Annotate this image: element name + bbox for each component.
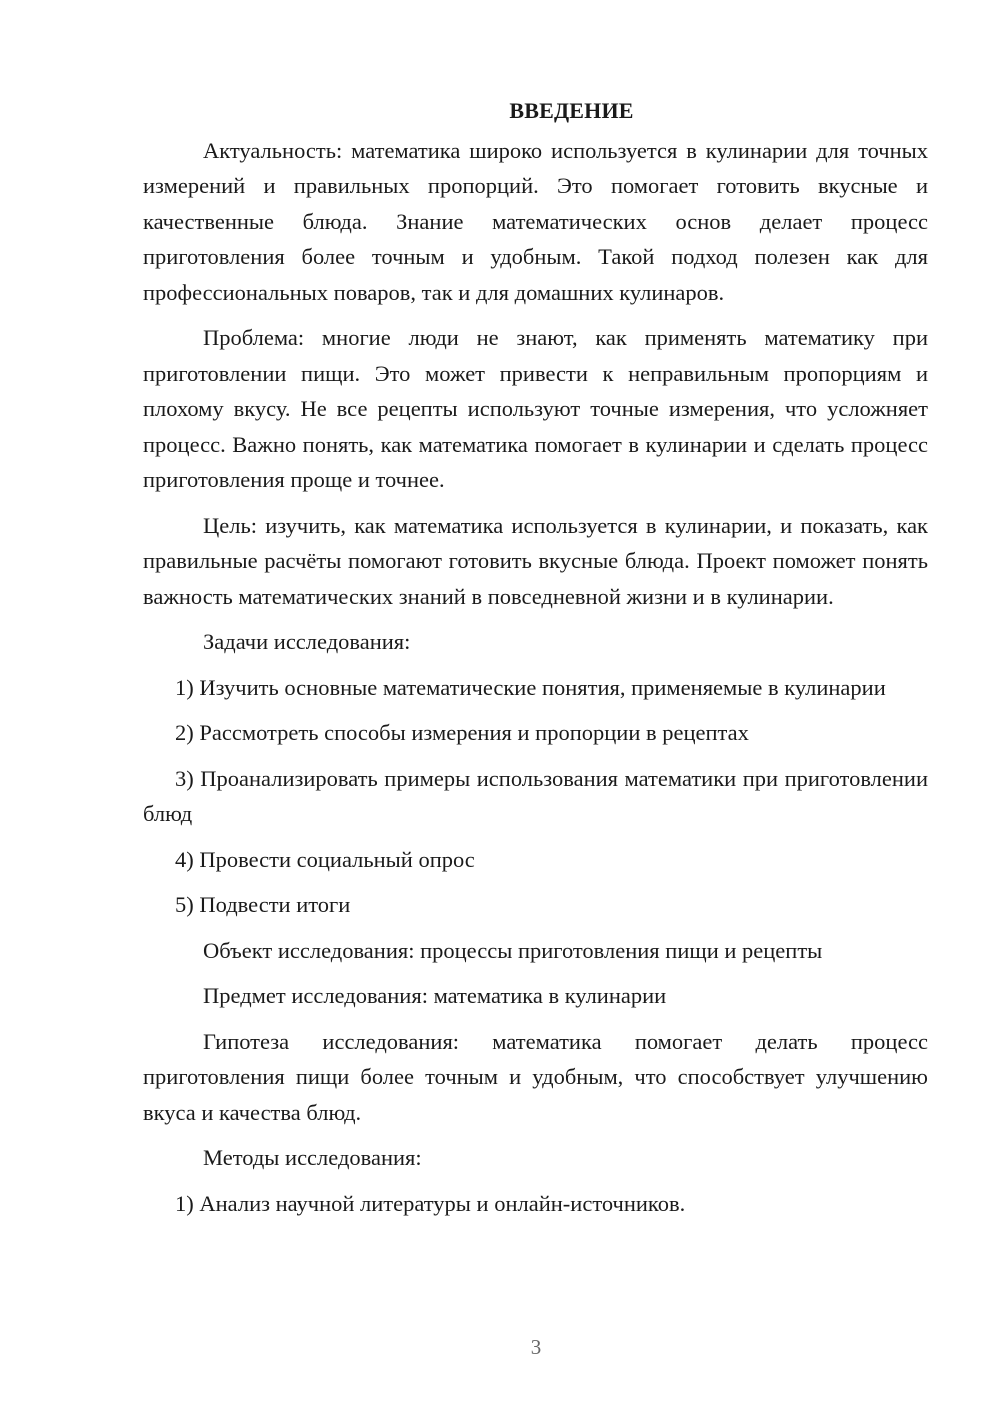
method-item: 1) Анализ научной литературы и онлайн-источников.	[175, 1190, 686, 1216]
goal-paragraph: Цель: изучить, как математика используется в кулинарии, и показать, как правильные расчёты помогают готовить вкусные блюда. Проект поможет понять важность математических знаний в повседневной жизни и в кулинарии.	[143, 512, 928, 609]
methods-heading: Методы исследования:	[203, 1145, 422, 1170]
task-item: 5) Подвести итоги	[175, 892, 351, 917]
relevance-paragraph: Актуальность: математика широко используется в кулинарии для точных измерений и правильных пропорций. Это помогает готовить вкусные и качественные блюда. Знание математических основ делает процесс приготовления более точным и удобным. Такой подход полезен как для профессиональных поваров, так и для домашних кулинаров.	[143, 137, 928, 305]
problem-paragraph: Проблема: многие люди не знают, как применять математику при приготовлении пищи. Это может привести к неправильным пропорциям и плохому вкусу. Не все рецепты используют точные измерения, что усложняет процесс. Важно понять, как математика помогает в кулинарии и сделать процесс приготовления проще и точнее.	[143, 325, 928, 492]
page-number: 3	[530, 1335, 542, 1359]
section-heading: ВВЕДЕНИЕ	[509, 98, 634, 123]
object-paragraph: Объект исследования: процессы приготовления пищи и рецепты	[203, 937, 823, 963]
hypothesis-paragraph: Гипотеза исследования: математика помогает делать процесс приготовления пищи более точным и удобным, что способствует улучшению вкуса и качества блюд.	[143, 1028, 928, 1125]
task-item: 1) Изучить основные математические понятия, применяемые в кулинарии	[175, 674, 886, 700]
task-item: 4) Провести социальный опрос	[175, 846, 475, 872]
task-item: 2) Рассмотреть способы измерения и пропорции в рецептах	[175, 720, 749, 745]
task-item: 3) Проанализировать примеры использования математики при приготовлении блюд	[143, 765, 928, 826]
page-content	[143, 93, 928, 1231]
subject-paragraph: Предмет исследования: математика в кулинарии	[203, 983, 667, 1008]
tasks-heading: Задачи исследования:	[203, 629, 411, 654]
